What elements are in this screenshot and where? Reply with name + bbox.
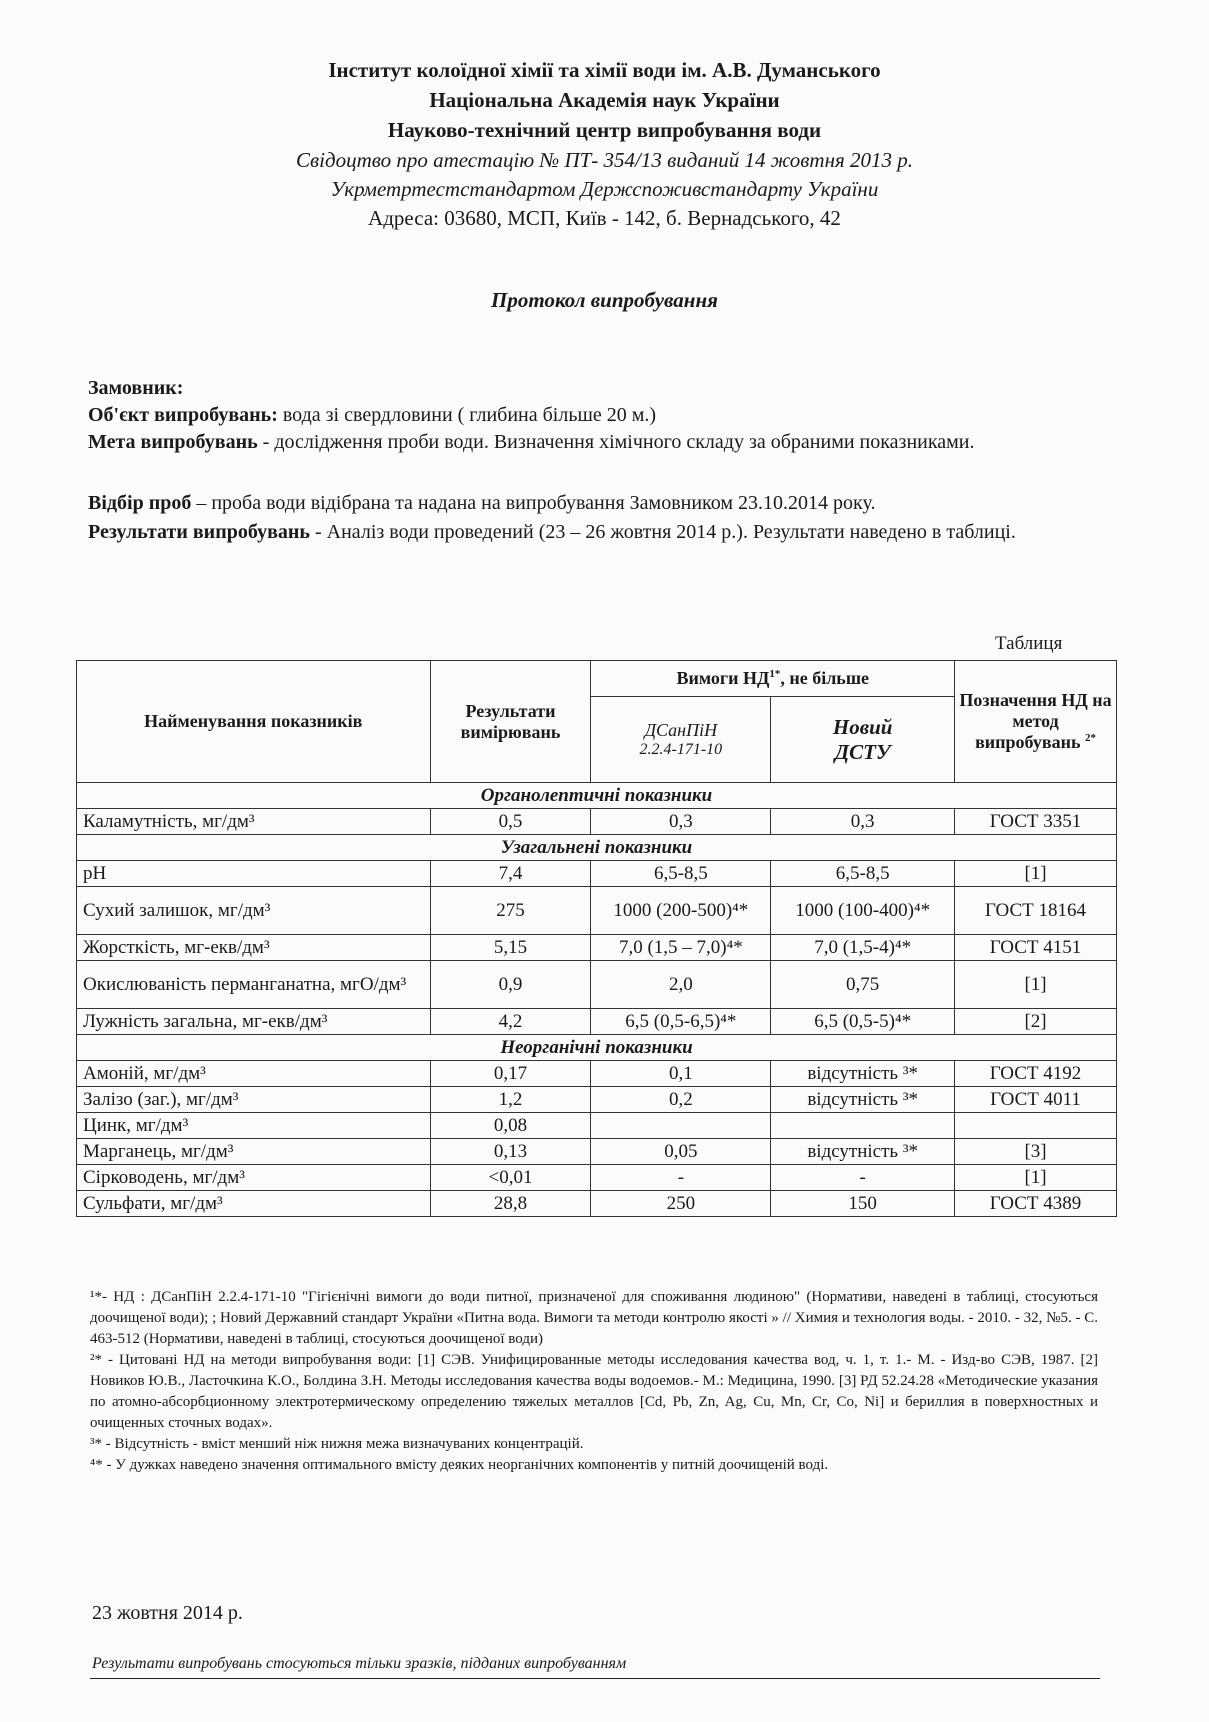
- purpose-text: - дослідження проби води. Визначення хімічного складу за обраними показниками.: [257, 431, 975, 453]
- col-dsanpin-header: ДСанПіН 2.2.4-171-10: [591, 697, 771, 783]
- col-result-header: Результати вимірювань: [430, 661, 591, 783]
- cell-name: Цинк, мг/дм³: [77, 1113, 431, 1139]
- cell-dsanpin: 1000 (200-500)⁴*: [591, 887, 771, 935]
- sampling-line: [88, 490, 1098, 517]
- table-row: [77, 809, 1117, 835]
- cell-dsanpin: 0,2: [591, 1087, 771, 1113]
- cell-dstu: 7,0 (1,5-4)⁴*: [771, 935, 955, 961]
- cell-dsanpin: 250: [591, 1191, 771, 1217]
- cell-name: Залізо (заг.), мг/дм³: [77, 1087, 431, 1113]
- institute-name: Інститут колоїдної хімії та хімії води ім. А.В. Думанського: [328, 58, 881, 82]
- section-title: Неорганічні показники: [77, 1035, 1117, 1061]
- table-caption: Таблиця: [995, 633, 1063, 654]
- cell-method: ГОСТ 18164: [955, 887, 1117, 935]
- cell-dsanpin: 0,05: [591, 1139, 771, 1165]
- cell-method: [1]: [955, 861, 1117, 887]
- cell-result: <0,01: [430, 1165, 591, 1191]
- cell-dsanpin: 6,5 (0,5-6,5)⁴*: [591, 1009, 771, 1035]
- cell-result: 7,4: [430, 861, 591, 887]
- cell-dsanpin: 6,5-8,5: [591, 861, 771, 887]
- results-label: Результати випробувань: [88, 521, 310, 543]
- cell-result: 0,13: [430, 1139, 591, 1165]
- footer-note: Результати випробувань стосуються тільки зразків, підданих випробуванням: [92, 1655, 627, 1672]
- col-method-header: Позначення НД на метод випробувань $^{2*}$: [955, 661, 1117, 783]
- cell-result: 275: [430, 887, 591, 935]
- cell-name: Лужність загальна, мг-екв/дм³: [77, 1009, 431, 1035]
- protocol-title: Протокол випробування: [491, 288, 718, 312]
- protocol-date: 23 жовтня 2014 р.: [92, 1602, 243, 1624]
- cell-name: Каламутність, мг/дм³: [77, 809, 431, 835]
- cell-name: Окислюваність перманганатна, мгО/дм³: [77, 961, 431, 1009]
- results-table: [76, 660, 1117, 1217]
- cell-method: ГОСТ 4192: [955, 1061, 1117, 1087]
- cell-method: ГОСТ 3351: [955, 809, 1117, 835]
- cell-dsanpin: [591, 1113, 771, 1139]
- table-row: [77, 1061, 1117, 1087]
- certificate-line: Свідоцтво про атестацію № ПТ- 354/13 виданий 14 жовтня 2013 р.: [295, 148, 914, 172]
- cell-method: ГОСТ 4389: [955, 1191, 1117, 1217]
- table-row: [77, 1139, 1117, 1165]
- cell-name: pH: [77, 861, 431, 887]
- table-row: [77, 935, 1117, 961]
- cell-method: [2]: [955, 1009, 1117, 1035]
- object-text: вода зі свердловини ( глибина більше 20 м.): [277, 404, 657, 426]
- table-row: [77, 1191, 1117, 1217]
- cell-name: Сульфати, мг/дм³: [77, 1191, 431, 1217]
- purpose-line: [88, 429, 1098, 456]
- footer-rule: [90, 1678, 1100, 1679]
- cell-method: [1]: [955, 961, 1117, 1009]
- section-row: [77, 835, 1117, 861]
- cell-result: 0,5: [430, 809, 591, 835]
- cell-dsanpin: 2,0: [591, 961, 771, 1009]
- certifier-line: Укрметртестстандартом Держспоживстандарту України: [330, 177, 879, 201]
- section-title: Узагальнені показники: [77, 835, 1117, 861]
- academy-name: Національна Академія наук України: [429, 88, 780, 112]
- cell-dsanpin: 7,0 (1,5 – 7,0)⁴*: [591, 935, 771, 961]
- cell-name: Марганець, мг/дм³: [77, 1139, 431, 1165]
- sampling-text: – проба води відібрана та надана на випробування Замовником 23.10.2014 року.: [191, 492, 876, 514]
- cell-name: Амоній, мг/дм³: [77, 1061, 431, 1087]
- cell-method: [955, 1113, 1117, 1139]
- footnote-3: ³* - Відсутність - вміст менший ніж нижня межа визначуваних концентрацій.: [90, 1436, 584, 1452]
- table-row: [77, 861, 1117, 887]
- cell-result: 0,9: [430, 961, 591, 1009]
- cell-dstu: 6,5-8,5: [771, 861, 955, 887]
- cell-result: 28,8: [430, 1191, 591, 1217]
- cell-result: 5,15: [430, 935, 591, 961]
- cell-dstu: 1000 (100-400)⁴*: [771, 887, 955, 935]
- purpose-label: Мета випробувань: [88, 431, 258, 453]
- sampling-label: Відбір проб: [88, 492, 192, 514]
- cell-dstu: 0,3: [771, 809, 955, 835]
- address-line: Адреса: 03680, МСП, Київ - 142, б. Вернадського, 42: [368, 206, 841, 230]
- cell-method: ГОСТ 4011: [955, 1087, 1117, 1113]
- cell-dstu: відсутність ³*: [771, 1139, 955, 1165]
- cell-dstu: відсутність ³*: [771, 1061, 955, 1087]
- table-row: [77, 1087, 1117, 1113]
- object-line: [88, 402, 1098, 429]
- cell-dsanpin: -: [591, 1165, 771, 1191]
- cell-method: [3]: [955, 1139, 1117, 1165]
- footnote-1: ¹*- НД : ДСанПіН 2.2.4-171-10 "Гігієнічні вимоги до води питної, призначеної для споживання людиною" (Нормативи, наведені в таблиці, стосуються доочищеної води); ; Новий Державний стандарт України «Питна вода. Вимоги та методи контролю якості » // Химия и технология воды. - 2010. - 32, №5. - С. 463-512 (Нормативи, наведені в таблиці, стосуються доочищеної води): [90, 1289, 1098, 1347]
- cell-name: Сухий залишок, мг/дм³: [77, 887, 431, 935]
- cell-name: Жорсткість, мг-екв/дм³: [77, 935, 431, 961]
- table-row: [77, 961, 1117, 1009]
- results-line: [88, 519, 1098, 546]
- cell-dstu: 150: [771, 1191, 955, 1217]
- footnotes: [90, 1287, 1098, 1476]
- results-text: - Аналіз води проведений (23 – 26 жовтня 2014 р.). Результати наведено в таблиці.: [310, 521, 1016, 543]
- table-row: [77, 887, 1117, 935]
- center-name: Науково-технічний центр випробування води: [387, 118, 822, 142]
- col-dstu-header: Новий ДСТУ: [771, 697, 955, 783]
- section-row: [77, 1035, 1117, 1061]
- customer-label: Замовник:: [88, 377, 184, 399]
- cell-result: 1,2: [430, 1087, 591, 1113]
- col-name-header: Найменування показників: [77, 661, 431, 783]
- customer-line: [88, 375, 1098, 402]
- cell-dsanpin: 0,1: [591, 1061, 771, 1087]
- cell-dstu: відсутність ³*: [771, 1087, 955, 1113]
- cell-dstu: 0,75: [771, 961, 955, 1009]
- table-row: [77, 1165, 1117, 1191]
- cell-result: 0,17: [430, 1061, 591, 1087]
- cell-result: 4,2: [430, 1009, 591, 1035]
- section-row: [77, 783, 1117, 809]
- footnote-2: ²* - Цитовані НД на методи випробування води: [1] СЭВ. Унифицированные методы исследования качества вод, ч. 1, т. 1.- М. - Изд-во СЭВ, 1987. [2] Новиков Ю.В., Ласточкина К.О., Болдина З.Н. Методы исследования качества воды водоемов.- М.: Медицина, 1990. [3] РД 52.24.28 «Методические указания по атомно-абсорбционному электротермическому определению тяжелых металлов [Cd, Pb, Zn, Ag, Cu, Mn, Cr, Co, Ni] и бериллия в поверхностных и очищенных сточных водах».: [90, 1352, 1098, 1431]
- object-label: Об'єкт випробувань:: [88, 404, 278, 426]
- cell-dstu: -: [771, 1165, 955, 1191]
- table-row: [77, 1113, 1117, 1139]
- cell-method: [1]: [955, 1165, 1117, 1191]
- cell-result: 0,08: [430, 1113, 591, 1139]
- cell-method: ГОСТ 4151: [955, 935, 1117, 961]
- col-req-header: Вимоги $НД^{1*}$, не більше: [591, 661, 955, 697]
- cell-name: Сірководень, мг/дм³: [77, 1165, 431, 1191]
- section-title: Органолептичні показники: [77, 783, 1117, 809]
- table-row: [77, 1009, 1117, 1035]
- footnote-4: ⁴* - У дужках наведено значення оптимального вмісту деяких неорганічних компонентів у питній доочищеній воді.: [90, 1457, 829, 1473]
- cell-dstu: 6,5 (0,5-5)⁴*: [771, 1009, 955, 1035]
- cell-dsanpin: 0,3: [591, 809, 771, 835]
- cell-dstu: [771, 1113, 955, 1139]
